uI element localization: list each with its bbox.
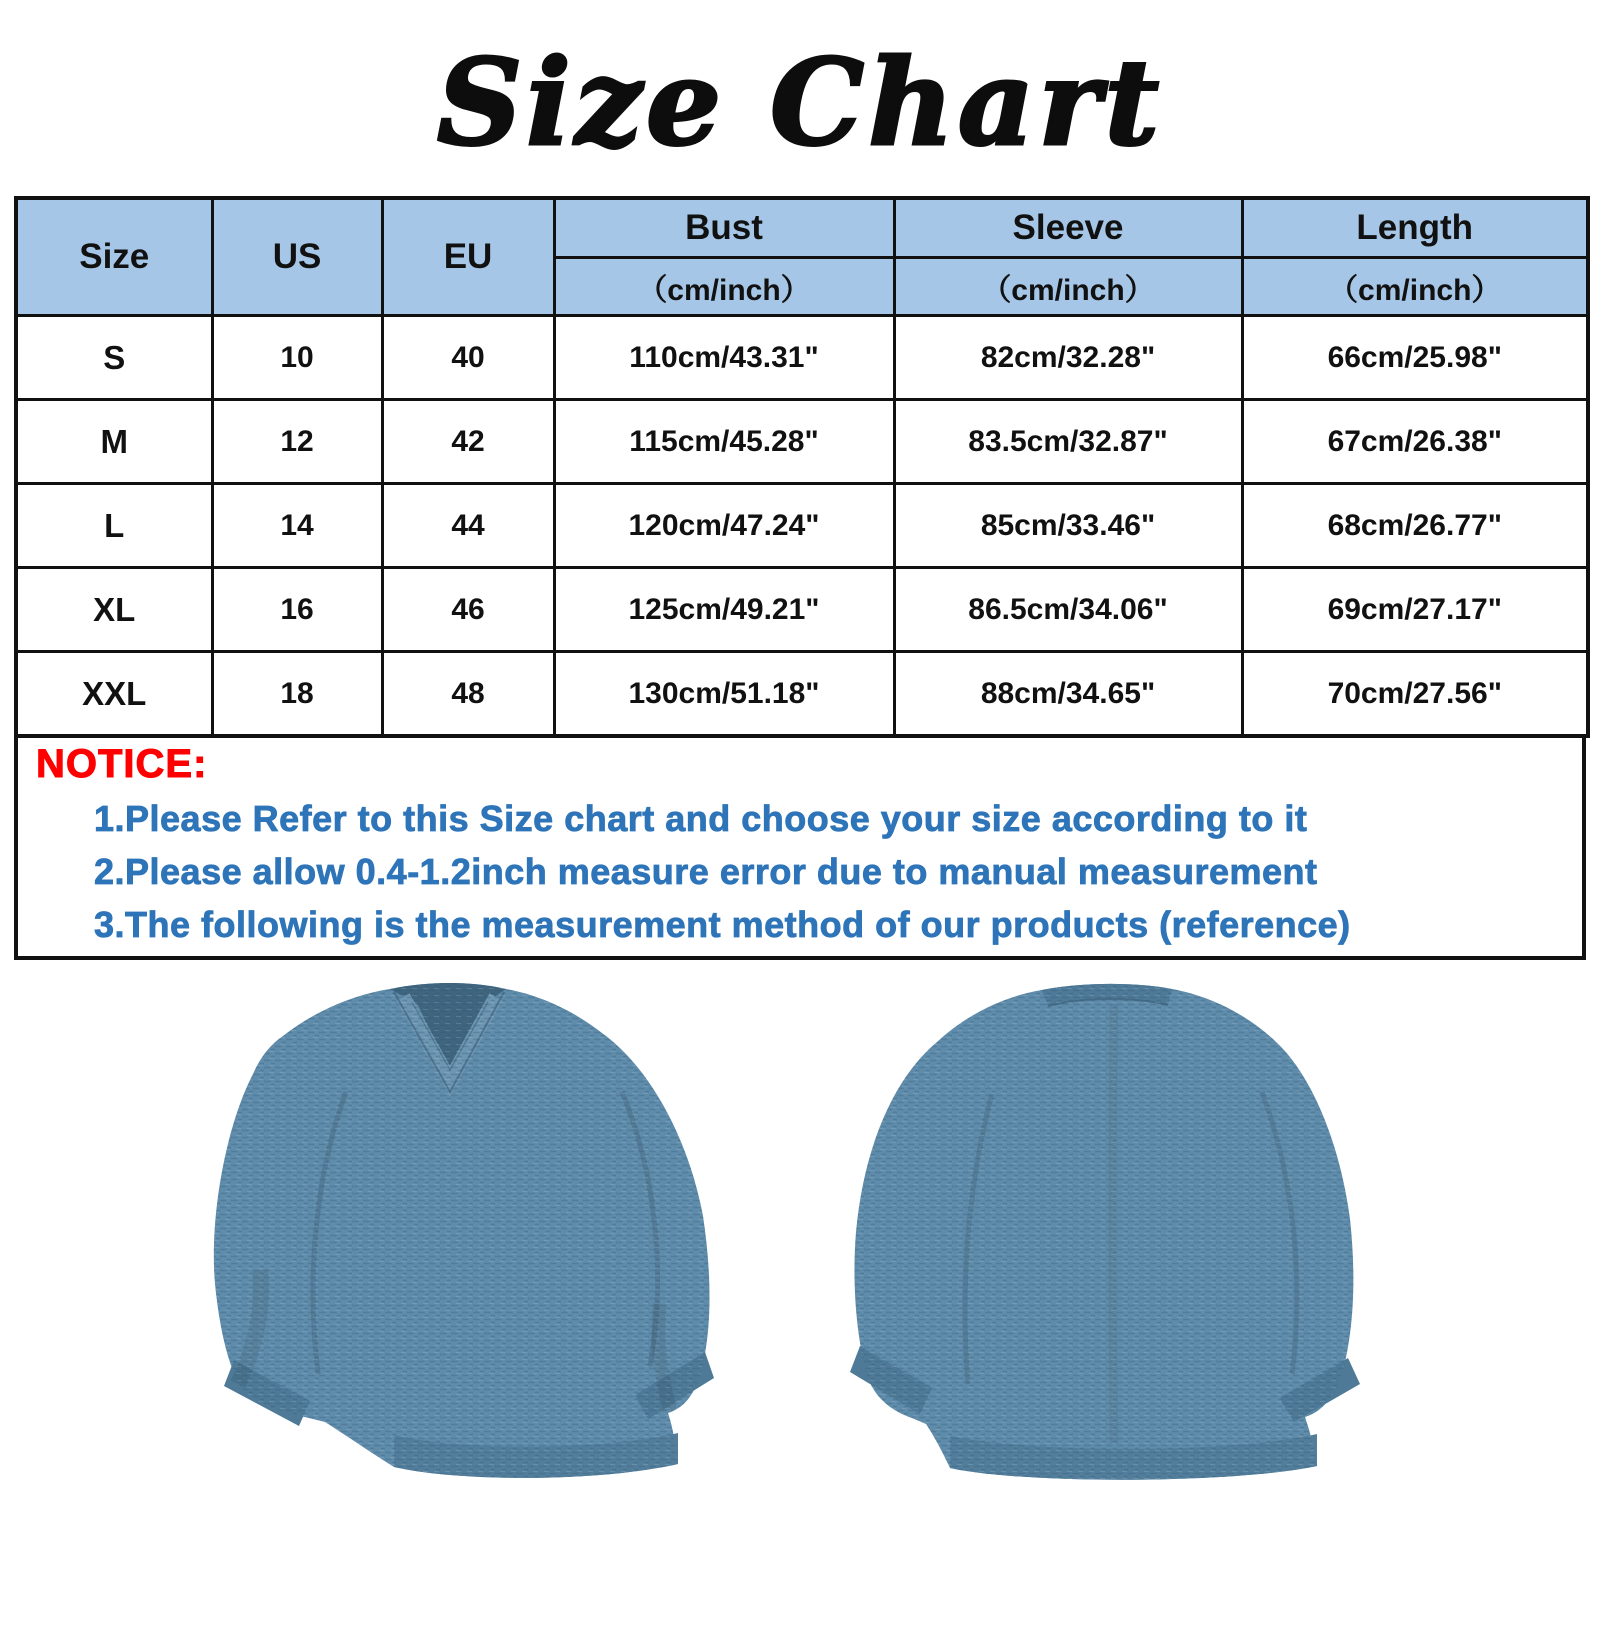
front-knit-texture — [214, 983, 710, 1478]
cell-sleeve: 88cm/34.65" — [894, 652, 1242, 737]
sweater-front-image — [198, 974, 758, 1606]
notice-box — [14, 738, 1586, 960]
notice-item-3: 3.The following is the measurement method of our products (reference) — [94, 904, 1351, 945]
table-row-m — [16, 400, 1588, 484]
cell-us: 12 — [212, 400, 382, 484]
page — [0, 28, 1600, 1606]
cell-size: L — [16, 484, 212, 568]
cell-bust: 120cm/47.24" — [554, 484, 894, 568]
cell-sleeve: 85cm/33.46" — [894, 484, 1242, 568]
col-header-us: US — [212, 198, 382, 316]
cell-length: 66cm/25.98" — [1242, 316, 1588, 400]
cell-us: 18 — [212, 652, 382, 737]
col-header-size: Size — [16, 198, 212, 316]
cell-eu: 42 — [382, 400, 554, 484]
table-row-xl — [16, 568, 1588, 652]
col-header-bust: Bust — [554, 198, 894, 258]
cell-sleeve: 82cm/32.28" — [894, 316, 1242, 400]
cell-bust: 130cm/51.18" — [554, 652, 894, 737]
cell-length: 67cm/26.38" — [1242, 400, 1588, 484]
col-subheader-bust-unit: （cm/inch） — [554, 258, 894, 316]
sweater-back-image — [842, 974, 1402, 1606]
cell-length: 69cm/27.17" — [1242, 568, 1588, 652]
cell-us: 10 — [212, 316, 382, 400]
page-title: Size Chart — [436, 33, 1164, 172]
cell-eu: 44 — [382, 484, 554, 568]
cell-size: S — [16, 316, 212, 400]
cell-bust: 115cm/45.28" — [554, 400, 894, 484]
col-header-sleeve: Sleeve — [894, 198, 1242, 258]
col-header-eu: EU — [382, 198, 554, 316]
product-images — [0, 974, 1600, 1606]
cell-size: XL — [16, 568, 212, 652]
table-header — [16, 198, 1588, 316]
cell-bust: 125cm/49.21" — [554, 568, 894, 652]
cell-eu: 46 — [382, 568, 554, 652]
notice-item-2: 2.Please allow 0.4-1.2inch measure error due to manual measurement — [94, 851, 1318, 892]
table-row-l — [16, 484, 1588, 568]
col-subheader-length-unit: （cm/inch） — [1242, 258, 1588, 316]
col-header-length: Length — [1242, 198, 1588, 258]
cell-eu: 40 — [382, 316, 554, 400]
cell-length: 70cm/27.56" — [1242, 652, 1588, 737]
table-row-s — [16, 316, 1588, 400]
cell-sleeve: 83.5cm/32.87" — [894, 400, 1242, 484]
notice-heading: NOTICE: — [36, 742, 208, 786]
col-subheader-sleeve-unit: （cm/inch） — [894, 258, 1242, 316]
cell-length: 68cm/26.77" — [1242, 484, 1588, 568]
notice-item-1: 1.Please Refer to this Size chart and choose your size according to it — [94, 798, 1308, 839]
cell-bust: 110cm/43.31" — [554, 316, 894, 400]
cell-size: M — [16, 400, 212, 484]
cell-size: XXL — [16, 652, 212, 737]
cell-eu: 48 — [382, 652, 554, 737]
cell-us: 16 — [212, 568, 382, 652]
back-knit-texture — [854, 984, 1353, 1480]
size-chart-table — [14, 196, 1590, 738]
cell-us: 14 — [212, 484, 382, 568]
cell-sleeve: 86.5cm/34.06" — [894, 568, 1242, 652]
table-row-xxl — [16, 652, 1588, 737]
